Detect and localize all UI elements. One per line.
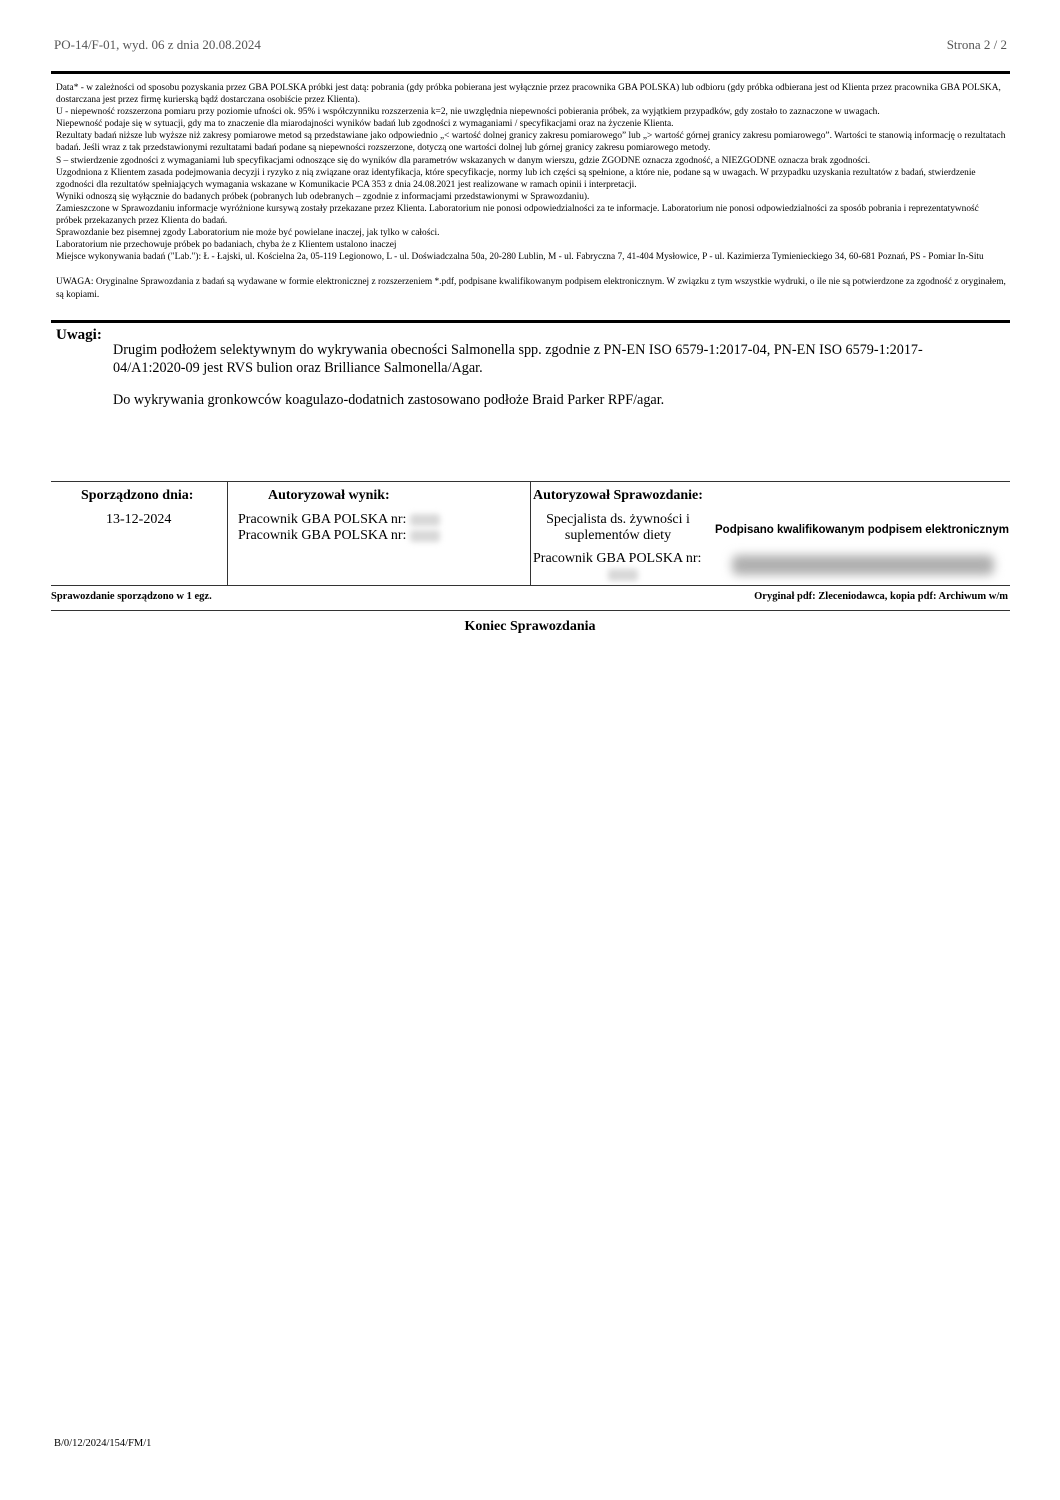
note-sample-storage: Laboratorium nie przechowuje próbek po badaniach, chyba że z Klientem ustalono inaczej [56,240,397,251]
form-code: PO-14/F-01, wyd. 06 z dnia 20.08.2024 [54,37,261,52]
employee-label: Pracownik GBA POLSKA nr: [238,512,407,527]
redacted-number [410,514,440,526]
remarks-label: Uwagi: [56,327,102,343]
authorized-result-label: Autoryzował wynik: [268,488,390,503]
document-id: B/0/12/2024/154/FM/1 [54,1438,152,1449]
note-uncertainty: U - niepewność rozszerzona pomiaru przy poziomie ufności ok. 95% i współczynniku rozszerzenia k=2, nie uwzględnia niepewności pobierania próbek, za wyjątkiem przypadków, gdy zostało to zaznaczone w uwagach. [56,107,880,118]
note-client-info: Zamieszczone w Sprawozdaniu informacje wyróżnione kursywą zostały przekazane przez Klienta. Laboratorium nie ponosi odpowiedzialności za te informacje. Laboratorium nie ponosi odpowiedzialności za sposób pobrania i reprezentatywność próbek przekazanych przez Klienta do badań. [56,203,979,227]
remarks-body [113,342,933,425]
prepared-label: Sporządzono dnia: [81,488,194,503]
employee-line-3: Pracownik GBA POLSKA nr: [533,551,702,566]
note-date: Data* - w zależności od sposobu pozyskania przez GBA POLSKA próbki jest datą: pobrania (gdy próbka pobierana jest wyłącznie przez pracownika GBA POLSKA) lub odbioru (gdy próbka odbierana jest od Klienta przez pracownika GBA POLSKA, dostarczana jest przez firmę kurierską bądź dostarczana osobiście przez Klienta). [56,83,1001,106]
note-measurement-range: Rezultaty badań niższe lub wyższe niż zakresy pomiarowe metod są przedstawiane jako odpowiednio „< wartość dolnej granicy zakresu pomiarowego” lub „> wartość górnej granicy zakresu pomiarowego”. Wartości te stanowią informację o rezultatach badań. Jeśli wraz z tak przedstawionymi rezultatami badań podane są niepewności rozszerzone, dotyczą one wartości dolnej lub górnej granicy zakresu pomiarowego metody. [56,131,1006,154]
note-copying: Sprawozdanie bez pisemnej zgody Laboratorium nie może być powielane inaczej, jak tylko w całości. [56,228,440,239]
footer-divider [51,610,1010,611]
note-test-locations: Miejsce wykonywania badań ("Lab."): Ł - Łajski, ul. Kościelna 2a, 05-119 Legionowo, L - ul. Doświadczalna 50a, 20-280 Lublin, M - ul. Fabryczna 7, 41-404 Mysłowice, P - ul. Kazimierza Tymienieckiego 34, 60-681 Poznań, PS - Pomiar In-Situ [56,252,984,263]
remark-paragraph: Do wykrywania gronkowców koagulazo-dodatnich zastosowano podłoże Braid Parker RPF/agar. [113,392,665,408]
page-number: Strona 2 / 2 [946,37,1007,52]
note-uncertainty-reporting: Niepewność podaje się w sytuacji, gdy ma to znaczenie dla miarodajności wyników badań lub zgodności z wymaganiami / specyfikacjami oraz na życzenie Klienta. [56,119,674,130]
authorized-report-label: Autoryzował Sprawozdanie: [533,488,703,503]
signature-table [51,481,1010,586]
original-note: Oryginał pdf: Zleceniodawca, kopia pdf: Archiwum w/m [754,591,1008,602]
note-compliance: S – stwierdzenie zgodności z wymaganiami lub specyfikacjami odnoszące się do wyników dla parametrów wskazanych w danym wierszu, gdzie ZGODNE oznacza zgodność, a NIEZGODNE oznacza brak zgodności. [56,155,871,166]
notes-divider [51,320,1010,323]
remark-paragraph: Drugim podłożem selektywnym do wykrywania obecności Salmonella spp. zgodnie z PN-EN ISO 6579-1:2017-04, PN-EN ISO 6579-1:2017-04/A1:2020-09 jest RVS bulion oraz Brilliance Salmonella/Agar. [113,342,923,376]
warning-note: UWAGA: Oryginalne Sprawozdania z badań są wydawane w formie elektronicznej z rozszerzeniem *.pdf, podpisane kwalifikowanym podpisem elektronicznym. W związku z tym wszystkie wydruki, o ile nie są potwierdzone za zgodność z oryginałem, są kopiami. [56,277,1006,300]
top-divider [51,71,1010,74]
employee-line-1 [238,512,440,528]
specialist-title: Specjalista ds. żywności i suplementów diety [546,512,690,543]
redacted-number [608,569,638,581]
employee-label: Pracownik GBA POLSKA nr: [238,528,407,543]
redacted-signature [732,555,994,575]
copies-note: Sprawozdanie sporządzono w 1 egz. [51,591,212,602]
end-of-report: Koniec Sprawozdania [464,619,596,634]
note-results-scope: Wyniki odnoszą się wyłącznie do badanych próbek (pobranych lub odebranych – zgodnie z informacjami przedstawionymi w Sprawozdaniu). [56,191,590,202]
legal-notes [56,82,1006,301]
prepared-date: 13-12-2024 [106,512,172,527]
note-decision-rule: Uzgodniona z Klientem zasada podejmowania decyzji i ryzyko z nią związane oraz identyfikacja, które specyfikacje, normy lub ich części są spełnione, a które nie, podane są w uwagach. W przypadku uzyskania rezultatów z badań, stwierdzenie zgodności dla rezultatów spełniających wymagania wskazane w Komunikacie PCA 353 z dnia 24.08.2021 jest realizowane w ramach opinii i interpretacji. [56,167,976,190]
column-divider [530,482,531,585]
redacted-number [410,530,440,542]
signed-note: Podpisano kwalifikowanym podpisem elektronicznym [715,524,1009,536]
column-divider [227,482,228,585]
employee-line-2 [238,528,440,544]
footer-row [51,591,1010,602]
